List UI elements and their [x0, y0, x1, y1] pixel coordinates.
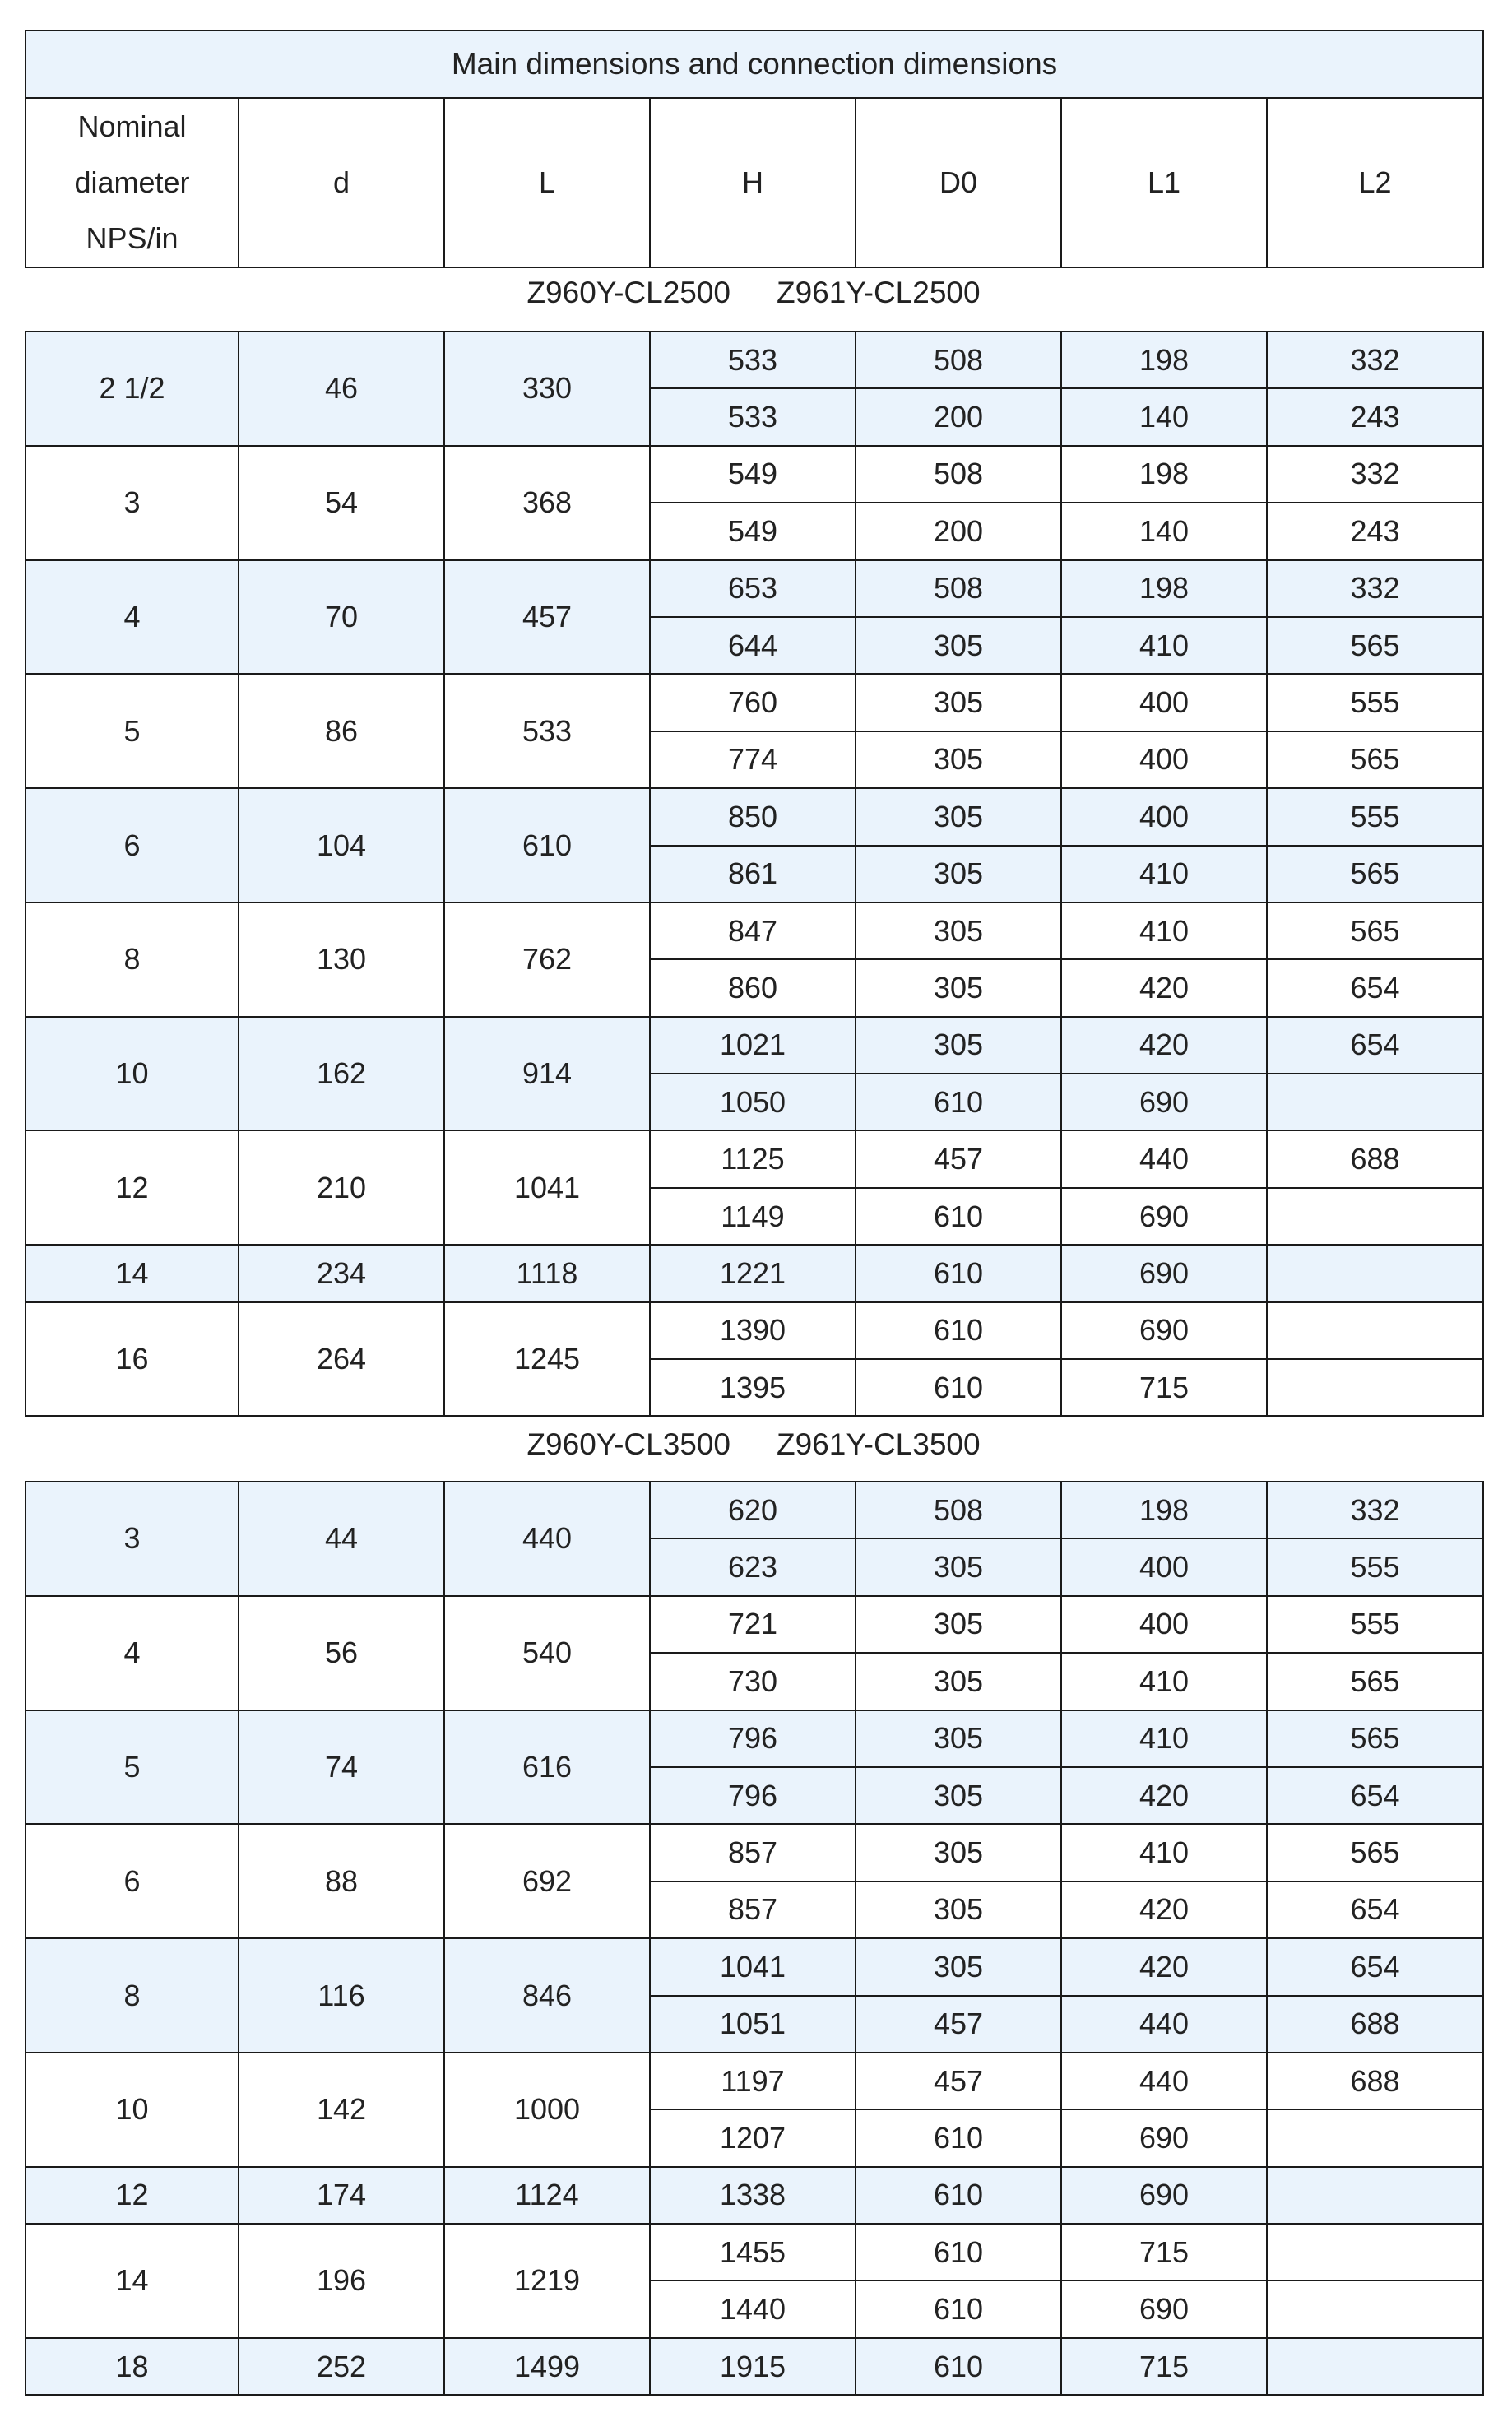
cell-nps: 5 — [26, 1710, 239, 1825]
cell-l1: 690 — [1061, 2167, 1267, 2224]
cell-l1: 715 — [1061, 2224, 1267, 2280]
cell-nps: 5 — [26, 674, 239, 788]
section1-caption — [25, 271, 1482, 314]
cell-l2: 555 — [1267, 1538, 1483, 1595]
cell-l1: 400 — [1061, 1596, 1267, 1653]
cell-h: 796 — [650, 1767, 856, 1824]
cell-d0: 457 — [856, 1996, 1061, 2053]
cell-l: 1041 — [444, 1130, 650, 1245]
table-row — [26, 560, 1483, 617]
cell-l2: 688 — [1267, 1130, 1483, 1187]
cell-nps: 4 — [26, 560, 239, 675]
table-row — [26, 1130, 1483, 1187]
cell-d: 130 — [239, 902, 444, 1017]
cell-l1: 198 — [1061, 560, 1267, 617]
cell-h: 623 — [650, 1538, 856, 1595]
cell-h: 1125 — [650, 1130, 856, 1187]
cell-d0: 610 — [856, 2167, 1061, 2224]
cell-l2: 565 — [1267, 1653, 1483, 1710]
cell-d0: 305 — [856, 1596, 1061, 1653]
cell-d0: 457 — [856, 2053, 1061, 2109]
cell-nps: 8 — [26, 1938, 239, 2053]
cell-h: 774 — [650, 731, 856, 788]
cell-l2 — [1267, 1245, 1483, 1301]
cell-h: 1915 — [650, 2338, 856, 2395]
cell-d: 234 — [239, 1245, 444, 1301]
cell-l2: 565 — [1267, 1824, 1483, 1881]
section2-caption — [25, 1423, 1482, 1466]
cell-h: 857 — [650, 1881, 856, 1938]
cell-l1: 400 — [1061, 1538, 1267, 1595]
cell-l2: 332 — [1267, 332, 1483, 388]
cell-h: 730 — [650, 1653, 856, 1710]
cell-h: 644 — [650, 617, 856, 674]
cell-l1: 410 — [1061, 1653, 1267, 1710]
cell-l1: 690 — [1061, 2109, 1267, 2166]
cell-d: 252 — [239, 2338, 444, 2395]
cell-nps: 10 — [26, 2053, 239, 2167]
cell-d: 54 — [239, 446, 444, 560]
cell-d: 86 — [239, 674, 444, 788]
cell-l2: 565 — [1267, 846, 1483, 902]
cell-nps: 3 — [26, 1482, 239, 1596]
cell-l2: 654 — [1267, 1881, 1483, 1938]
cell-h: 1455 — [650, 2224, 856, 2280]
cell-d: 142 — [239, 2053, 444, 2167]
cell-l2 — [1267, 2280, 1483, 2337]
cell-d0: 305 — [856, 1824, 1061, 1881]
cell-l2: 565 — [1267, 617, 1483, 674]
cell-d0: 610 — [856, 2338, 1061, 2395]
cell-l: 1499 — [444, 2338, 650, 2395]
cell-h: 620 — [650, 1482, 856, 1538]
cell-l2 — [1267, 2167, 1483, 2224]
cell-d0: 305 — [856, 1653, 1061, 1710]
cell-l1: 690 — [1061, 2280, 1267, 2337]
cell-l: 1219 — [444, 2224, 650, 2338]
cell-l2: 654 — [1267, 959, 1483, 1016]
cell-l1: 140 — [1061, 388, 1267, 445]
cell-l1: 420 — [1061, 1881, 1267, 1938]
cell-l1: 715 — [1061, 1359, 1267, 1416]
cell-l1: 410 — [1061, 617, 1267, 674]
cell-l1: 440 — [1061, 1996, 1267, 2053]
table-row — [26, 2167, 1483, 2224]
table-row — [26, 2224, 1483, 2280]
cell-l1: 410 — [1061, 846, 1267, 902]
cell-d: 70 — [239, 560, 444, 675]
cell-d0: 305 — [856, 731, 1061, 788]
header-l: L — [444, 98, 650, 267]
cell-h: 1021 — [650, 1017, 856, 1074]
cell-l: 914 — [444, 1017, 650, 1131]
cell-h: 653 — [650, 560, 856, 617]
cell-d0: 305 — [856, 788, 1061, 845]
cell-l1: 715 — [1061, 2338, 1267, 2395]
cell-h: 860 — [650, 959, 856, 1016]
table-row — [26, 1938, 1483, 1995]
header-d: d — [239, 98, 444, 267]
cell-h: 1390 — [650, 1302, 856, 1359]
cell-h: 796 — [650, 1710, 856, 1767]
cell-l: 533 — [444, 674, 650, 788]
cell-l1: 410 — [1061, 1824, 1267, 1881]
cell-d0: 610 — [856, 1302, 1061, 1359]
cell-l1: 400 — [1061, 674, 1267, 731]
cell-nps: 14 — [26, 1245, 239, 1301]
cell-l2: 555 — [1267, 788, 1483, 845]
cell-d0: 305 — [856, 1938, 1061, 1995]
cell-d: 210 — [239, 1130, 444, 1245]
cell-d: 44 — [239, 1482, 444, 1596]
table-row — [26, 1245, 1483, 1301]
table-row — [26, 674, 1483, 731]
cell-l: 540 — [444, 1596, 650, 1710]
cell-h: 861 — [650, 846, 856, 902]
cell-l2 — [1267, 2224, 1483, 2280]
cell-nps: 2 1/2 — [26, 332, 239, 446]
cell-d0: 610 — [856, 2280, 1061, 2337]
cell-d: 116 — [239, 1938, 444, 2053]
cell-d: 264 — [239, 1302, 444, 1417]
cell-h: 533 — [650, 332, 856, 388]
cell-l2: 243 — [1267, 503, 1483, 559]
cell-l2: 565 — [1267, 902, 1483, 959]
cell-l: 610 — [444, 788, 650, 902]
cell-l2: 565 — [1267, 731, 1483, 788]
cell-d0: 457 — [856, 1130, 1061, 1187]
cell-l1: 420 — [1061, 1767, 1267, 1824]
cell-d0: 305 — [856, 902, 1061, 959]
cell-d: 46 — [239, 332, 444, 446]
cell-l1: 410 — [1061, 1710, 1267, 1767]
cell-l2 — [1267, 2338, 1483, 2395]
table-row — [26, 2053, 1483, 2109]
cell-nps: 8 — [26, 902, 239, 1017]
cell-d0: 200 — [856, 388, 1061, 445]
header-nominal-diameter: Nominal diameter NPS/in — [26, 98, 239, 267]
cell-d0: 305 — [856, 1710, 1061, 1767]
cell-l1: 440 — [1061, 2053, 1267, 2109]
cell-l1: 690 — [1061, 1302, 1267, 1359]
cell-nps: 10 — [26, 1017, 239, 1131]
cell-d0: 305 — [856, 1538, 1061, 1595]
cell-d0: 305 — [856, 617, 1061, 674]
cell-l2: 654 — [1267, 1938, 1483, 1995]
cell-l: 692 — [444, 1824, 650, 1938]
cell-d0: 508 — [856, 446, 1061, 503]
cell-h: 1207 — [650, 2109, 856, 2166]
cell-l2 — [1267, 1359, 1483, 1416]
section2-table — [25, 1481, 1484, 2396]
section1-model-b: Z961Y-CL2500 — [777, 276, 981, 309]
cell-l1: 420 — [1061, 1017, 1267, 1074]
cell-l1: 400 — [1061, 788, 1267, 845]
cell-d: 74 — [239, 1710, 444, 1825]
header-table — [25, 30, 1484, 268]
cell-d: 162 — [239, 1017, 444, 1131]
table-title: Main dimensions and connection dimensions — [26, 30, 1483, 98]
cell-l2: 688 — [1267, 2053, 1483, 2109]
cell-nps: 12 — [26, 1130, 239, 1245]
cell-nps: 16 — [26, 1302, 239, 1417]
cell-h: 533 — [650, 388, 856, 445]
cell-h: 1051 — [650, 1996, 856, 2053]
cell-l2: 243 — [1267, 388, 1483, 445]
cell-nps: 4 — [26, 1596, 239, 1710]
cell-l1: 690 — [1061, 1188, 1267, 1245]
cell-l: 1000 — [444, 2053, 650, 2167]
cell-h: 549 — [650, 503, 856, 559]
cell-l1: 198 — [1061, 1482, 1267, 1538]
cell-h: 1440 — [650, 2280, 856, 2337]
section1-table — [25, 331, 1484, 1417]
cell-l1: 198 — [1061, 332, 1267, 388]
cell-h: 1041 — [650, 1938, 856, 1995]
cell-d0: 508 — [856, 332, 1061, 388]
cell-h: 1197 — [650, 2053, 856, 2109]
cell-l2: 555 — [1267, 1596, 1483, 1653]
cell-l2 — [1267, 2109, 1483, 2166]
cell-l: 368 — [444, 446, 650, 560]
table-row — [26, 1302, 1483, 1359]
section1-model-a: Z960Y-CL2500 — [526, 276, 730, 309]
cell-d0: 305 — [856, 1017, 1061, 1074]
cell-l1: 440 — [1061, 1130, 1267, 1187]
cell-l1: 198 — [1061, 446, 1267, 503]
cell-l2: 555 — [1267, 674, 1483, 731]
cell-d0: 200 — [856, 503, 1061, 559]
cell-d: 104 — [239, 788, 444, 902]
header-h: H — [650, 98, 856, 267]
table-row — [26, 446, 1483, 503]
cell-l1: 420 — [1061, 959, 1267, 1016]
cell-d: 88 — [239, 1824, 444, 1938]
cell-d0: 610 — [856, 1359, 1061, 1416]
cell-l: 1124 — [444, 2167, 650, 2224]
cell-h: 1221 — [650, 1245, 856, 1301]
cell-l: 762 — [444, 902, 650, 1017]
cell-l2: 332 — [1267, 1482, 1483, 1538]
header-l1: L1 — [1061, 98, 1267, 267]
cell-h: 1338 — [650, 2167, 856, 2224]
section2-model-b: Z961Y-CL3500 — [777, 1427, 981, 1461]
cell-l: 440 — [444, 1482, 650, 1596]
cell-l2: 565 — [1267, 1710, 1483, 1767]
cell-l1: 690 — [1061, 1074, 1267, 1130]
cell-l: 616 — [444, 1710, 650, 1825]
table-row — [26, 1017, 1483, 1074]
cell-h: 1395 — [650, 1359, 856, 1416]
cell-l2: 654 — [1267, 1767, 1483, 1824]
cell-h: 850 — [650, 788, 856, 845]
cell-h: 1050 — [650, 1074, 856, 1130]
cell-l: 457 — [444, 560, 650, 675]
cell-l2: 332 — [1267, 560, 1483, 617]
cell-d: 56 — [239, 1596, 444, 1710]
cell-l2: 688 — [1267, 1996, 1483, 2053]
cell-l2: 654 — [1267, 1017, 1483, 1074]
cell-d0: 305 — [856, 1881, 1061, 1938]
cell-d: 174 — [239, 2167, 444, 2224]
cell-l2 — [1267, 1302, 1483, 1359]
cell-h: 549 — [650, 446, 856, 503]
cell-nps: 3 — [26, 446, 239, 560]
cell-l2 — [1267, 1074, 1483, 1130]
table-row — [26, 1596, 1483, 1653]
cell-d0: 610 — [856, 1074, 1061, 1130]
cell-h: 857 — [650, 1824, 856, 1881]
cell-l2: 332 — [1267, 446, 1483, 503]
cell-d0: 508 — [856, 560, 1061, 617]
cell-nps: 6 — [26, 788, 239, 902]
header-l2: L2 — [1267, 98, 1483, 267]
table-row — [26, 788, 1483, 845]
cell-nps: 18 — [26, 2338, 239, 2395]
cell-l1: 400 — [1061, 731, 1267, 788]
cell-d: 196 — [239, 2224, 444, 2338]
cell-l1: 410 — [1061, 902, 1267, 959]
cell-l1: 690 — [1061, 1245, 1267, 1301]
cell-l1: 420 — [1061, 1938, 1267, 1995]
cell-l2 — [1267, 1188, 1483, 1245]
cell-nps: 6 — [26, 1824, 239, 1938]
cell-l: 1118 — [444, 1245, 650, 1301]
cell-d0: 610 — [856, 1245, 1061, 1301]
table-row — [26, 1710, 1483, 1767]
cell-l: 846 — [444, 1938, 650, 2053]
table-row — [26, 1824, 1483, 1881]
cell-nps: 12 — [26, 2167, 239, 2224]
cell-d0: 508 — [856, 1482, 1061, 1538]
header-d0: D0 — [856, 98, 1061, 267]
cell-h: 760 — [650, 674, 856, 731]
cell-nps: 14 — [26, 2224, 239, 2338]
cell-d0: 305 — [856, 846, 1061, 902]
cell-d0: 305 — [856, 674, 1061, 731]
cell-d0: 305 — [856, 1767, 1061, 1824]
cell-d0: 610 — [856, 2224, 1061, 2280]
cell-h: 847 — [650, 902, 856, 959]
section2-model-a: Z960Y-CL3500 — [526, 1427, 730, 1461]
table-row — [26, 332, 1483, 388]
cell-l1: 140 — [1061, 503, 1267, 559]
cell-d0: 610 — [856, 2109, 1061, 2166]
table-row — [26, 2338, 1483, 2395]
table-row — [26, 902, 1483, 959]
cell-l: 1245 — [444, 1302, 650, 1417]
cell-d0: 305 — [856, 959, 1061, 1016]
cell-l: 330 — [444, 332, 650, 446]
cell-h: 1149 — [650, 1188, 856, 1245]
cell-h: 721 — [650, 1596, 856, 1653]
cell-d0: 610 — [856, 1188, 1061, 1245]
table-row — [26, 1482, 1483, 1538]
